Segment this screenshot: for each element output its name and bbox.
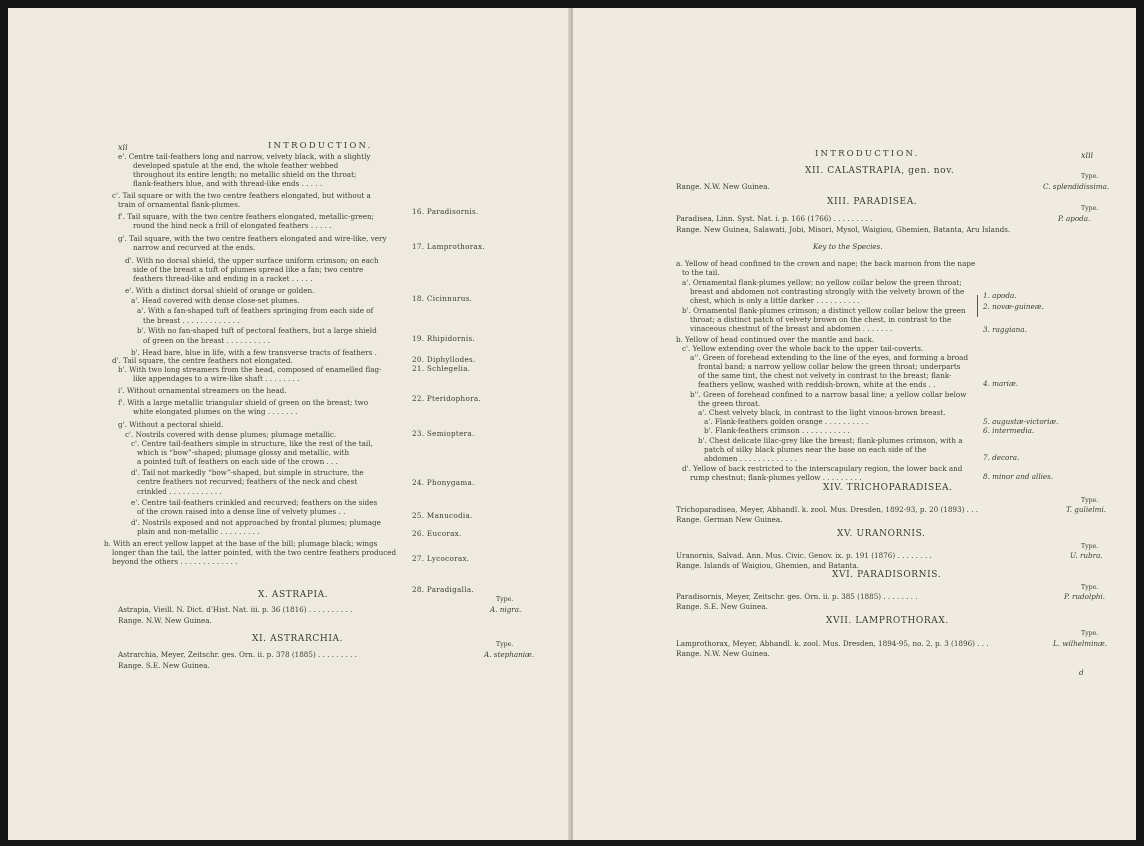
bracket [977, 295, 978, 317]
key-line: feathers thread-like and ending in a racket . . . . . [133, 274, 313, 283]
citation: Astrarchia, Meyer, Zeitschr. ges. Orn. ii. p. 378 (1885) . . . . . . . . . [118, 650, 357, 659]
type-species: P. rudolphi. [1064, 592, 1106, 601]
right-page [573, 8, 1136, 840]
citation: Paradisea, Linn. Syst. Nat. i. p. 166 (1766) . . . . . . . . . [676, 214, 873, 223]
range: Range. S.E. New Guinea. [676, 602, 768, 611]
key-line: feathers yellow, washed with reddish-brown, white at the ends . . [698, 380, 936, 389]
type-label: Type. [1081, 543, 1099, 550]
key-line: d'. With no dorsal shield, the upper surface uniform crimson; on each [125, 256, 379, 265]
running-head: INTRODUCTION. [268, 141, 373, 151]
key-line: patch of silky black plumes near the base on each side of the [704, 445, 927, 454]
range: Range. German New Guinea. [676, 515, 783, 524]
key-line: c'. Yellow extending over the whole back to the upper tail-coverts. [682, 344, 924, 353]
page-number: xiii [1081, 151, 1094, 160]
genus-entry: 19. Rhipidornis. [412, 334, 476, 343]
section-heading-paradisea: XIII. PARADISEA. [827, 197, 918, 207]
species-entry: 7. decora. [983, 453, 1020, 462]
type-label: Type. [1081, 173, 1099, 180]
key-line: longer than the tail, the latter pointed, with the two centre feathers produced [112, 548, 397, 557]
key-line: frontal band; a narrow yellow collar below the green throat; underparts [698, 362, 961, 371]
key-line: a''. Green of forehead extending to the line of the eyes, and forming a broad [690, 353, 969, 362]
key-line: a'. Head covered with dense close-set plumes. [131, 296, 300, 305]
section-heading: XIV. TRICHOPARADISEA. [823, 483, 953, 493]
key-line: centre feathers not recurved; feathers of the neck and chest [137, 477, 358, 486]
section-heading-astrarchia: XI. ASTRARCHIA. [252, 634, 344, 644]
key-line: d'. Tail square, the centre feathers not elongated. [112, 356, 293, 365]
key-line: b'. Ornamental flank-plumes crimson; a distinct yellow collar below the green [682, 306, 966, 315]
key-line: which is “bow”-shaped; plumage glossy and metallic, with [137, 448, 350, 457]
key-line: b. Yellow of head continued over the mantle and back. [676, 335, 875, 344]
citation: Paradisornis, Meyer, Zeitschr. ges. Orn. ii. p. 385 (1885) . . . . . . . . [676, 592, 918, 601]
key-line: b''. Green of forehead confined to a narrow basal line; a yellow collar below [690, 390, 967, 399]
key-line: like appendages to a wire-like shaft . . . . . . . . [133, 374, 300, 383]
type-species: P. apoda. [1058, 214, 1091, 223]
key-line: f'. Tail square, with the two centre feathers elongated, metallic-green; [118, 212, 375, 221]
key-line: side of the breast a tuft of plumes spread like a fan; two centre [133, 265, 364, 274]
key-line: round the hind neck a frill of elongated feathers . . . . . [133, 221, 332, 230]
key-line: vinaceous chestnut of the breast and abdomen . . . . . . . [690, 324, 893, 333]
key-line: white elongated plumes on the wing . . . . . . . [133, 407, 298, 416]
range: Range. N.W. New Guinea. [676, 649, 770, 658]
species-entry: 8. minor and allies. [983, 472, 1054, 481]
type-label: Type. [1081, 497, 1099, 504]
key-line: e'. Centre tail-feathers long and narrow, velvety black, with a slightly [118, 152, 371, 161]
key-line: to the tail. [682, 268, 720, 277]
genus-entry: 26. Eucorax. [412, 529, 462, 538]
key-line: beyond the others . . . . . . . . . . . . . [112, 557, 238, 566]
species-entry: 6. intermedia. [983, 426, 1035, 435]
key-line: b'. With no fan-shaped tuft of pectoral feathers, but a large shield [137, 326, 377, 335]
section-heading-calastrapia: XII. CALASTRAPIA, gen. nov. [805, 166, 955, 176]
key-line: flank-feathers blue, and with thread-like ends . . . . . [133, 179, 323, 188]
running-head: INTRODUCTION. [815, 149, 920, 159]
key-line: abdomen . . . . . . . . . . . . . [704, 454, 797, 463]
key-line: a'. Flank-feathers golden orange . . . . . . . . . . [704, 417, 869, 426]
key-line: c'. Centre tail-feathers simple in structure, like the rest of the tail, [131, 439, 373, 448]
key-line: train of ornamental flank-plumes. [118, 200, 241, 209]
key-line: throat; a distinct patch of velvety brown on the chest, in contrast to the [690, 315, 952, 324]
type-species: C. splendidissima. [1043, 182, 1110, 191]
section-heading: XVII. LAMPROTHORAX. [826, 616, 949, 626]
key-line: c'. Nostrils covered with dense plumes; plumage metallic. [125, 430, 337, 439]
range: Range. N.W. New Guinea. [118, 616, 212, 625]
key-line: e'. Centre tail-feathers crinkled and recurved; feathers on the sides [131, 498, 378, 507]
type-species: A. stephaniæ. [484, 650, 535, 659]
citation: Lamprothorax, Meyer, Abhandl. k. zool. Mus. Dresden, 1894-95, no. 2, p. 3 (1896) . . . [676, 639, 989, 648]
key-line: d'. Nostrils exposed and not approached by frontal plumes; plumage [131, 518, 381, 527]
type-species: L. wilhelminæ. [1053, 639, 1108, 648]
key-line: b'. Head bare, blue in life, with a few transverse tracts of feathers . [131, 348, 377, 357]
key-line: g'. Tail square, with the two centre feathers elongated and wire-like, very [118, 234, 387, 243]
key-line: narrow and recurved at the ends. [133, 243, 256, 252]
genus-entry: 20. Diphyllodes. [412, 355, 476, 364]
key-line: a'. Ornamental flank-plumes yellow; no yellow collar below the green throat; [682, 278, 962, 287]
genus-entry: 17. Lamprothorax. [412, 242, 485, 251]
key-line: of the crown raised into a dense line of velvety plumes . . [137, 507, 346, 516]
key-line: the green throat. [698, 399, 761, 408]
key-line: of the same tint, the chest not velvety in contrast to the breast; flank- [698, 371, 952, 380]
species-entry: 2. novæ-guineæ. [983, 302, 1044, 311]
key-line: developed spatule at the end, the whole feather webbed [133, 161, 339, 170]
key-line: a pointed tuft of feathers on each side of the crown . . . [137, 457, 338, 466]
key-line: h'. With two long streamers from the head, composed of enamelled flag- [118, 365, 382, 374]
type-label: Type. [1081, 630, 1099, 637]
key-line: breast and abdomen not contrasting strongly with the velvety brown of the [690, 287, 965, 296]
range: Range. Islands of Waigiou, Ghemien, and Batanta. [676, 561, 860, 570]
type-label: Type. [1081, 205, 1099, 212]
type-label: Type. [496, 641, 514, 648]
key-line: a. Yellow of head confined to the crown and nape; the back maroon from the nape [676, 259, 976, 268]
key-line: b'. Flank-feathers crimson . . . . . . . . . . . [704, 426, 850, 435]
species-entry: 3. raggiana. [983, 325, 1027, 334]
type-species: U. rubra. [1070, 551, 1103, 560]
genus-entry: 24. Phonygama. [412, 478, 475, 487]
species-entry: 1. apoda. [983, 291, 1017, 300]
key-line: rump chestnut; flank-plumes yellow . . . . . . . . . [690, 473, 862, 482]
genus-entry: 28. Paradigalla. [412, 585, 474, 594]
key-title: Key to the Species. [813, 242, 883, 251]
type-species: T. gulielmi. [1066, 505, 1107, 514]
genus-entry: 18. Cicinnurus. [412, 294, 473, 303]
citation: Uranornis, Salvad. Ann. Mus. Civic. Genov. ix. p. 191 (1876) . . . . . . . . [676, 551, 932, 560]
key-line: throughout its entire length; no metallic shield on the throat; [133, 170, 357, 179]
key-line: a'. With a fan-shaped tuft of feathers springing from each side of [137, 306, 374, 315]
key-line: b'. Chest delicate lilac-grey like the breast; flank-plumes crimson, with a [698, 436, 963, 445]
section-heading: XV. URANORNIS. [837, 529, 926, 539]
key-line: of green on the breast . . . . . . . . . . [143, 336, 270, 345]
type-species: A. nigra. [490, 605, 522, 614]
range: Range. New Guinea, Salawati, Jobi, Misori, Mysol, Waigiou, Ghemien, Batanta, Aru Islands. [676, 225, 1011, 234]
key-line: crinkled . . . . . . . . . . . . [137, 487, 222, 496]
genus-entry: 22. Pteridophora. [412, 394, 482, 403]
type-label: Type. [1081, 584, 1099, 591]
species-entry: 5. augustæ-victoriæ. [983, 417, 1059, 426]
key-line: d'. Yellow of back restricted to the interscapulary region, the lower back and [682, 464, 963, 473]
species-entry: 4. mariæ. [983, 379, 1019, 388]
left-page [8, 8, 570, 840]
page-number: xii [118, 143, 128, 152]
genus-entry: 25. Manucodia. [412, 511, 473, 520]
range: Range. N.W. New Guinea. [676, 182, 770, 191]
range: Range. S.E. New Guinea. [118, 661, 210, 670]
type-label: Type. [496, 596, 514, 603]
key-line: a'. Chest velvety black, in contrast to the light vinous-brown breast. [698, 408, 946, 417]
section-heading: XVI. PARADISORNIS. [832, 570, 942, 580]
key-line: chest, which is only a little darker . . . . . . . . . . [690, 296, 860, 305]
citation: Astrapia, Vieill. N. Dict. d'Hist. Nat. iii. p. 36 (1816) . . . . . . . . . . [118, 605, 353, 614]
key-line: plain and non-metallic . . . . . . . . . [137, 527, 260, 536]
citation: Trichoparadisea, Meyer, Abhandl. k. zool. Mus. Dresden, 1892-93, p. 20 (1893) . . . [676, 505, 979, 514]
key-line: i'. Without ornamental streamers on the head. [118, 386, 287, 395]
genus-entry: 21. Schlegelia. [412, 364, 471, 373]
key-line: e'. With a distinct dorsal shield of orange or golden. [125, 286, 315, 295]
section-heading-astrapia: X. ASTRAPIA. [258, 590, 329, 600]
key-line: b. With an erect yellow lappet at the base of the bill; plumage black; wings [104, 539, 378, 548]
key-line: c'. Tail square or with the two centre feathers elongated, but without a [112, 191, 371, 200]
genus-entry: 23. Semioptera. [412, 429, 475, 438]
key-line: f'. With a large metallic triangular shield of green on the breast; two [118, 398, 369, 407]
genus-entry: 27. Lycocorax. [412, 554, 470, 563]
signature-mark: d [1079, 668, 1084, 677]
key-line: the breast . . . . . . . . . . . . . [143, 316, 240, 325]
key-line: d'. Tail not markedly “bow”-shaped, but simple in structure, the [131, 468, 364, 477]
key-line: g'. Without a pectoral shield. [118, 420, 224, 429]
genus-entry: 16. Paradisornis. [412, 207, 479, 216]
